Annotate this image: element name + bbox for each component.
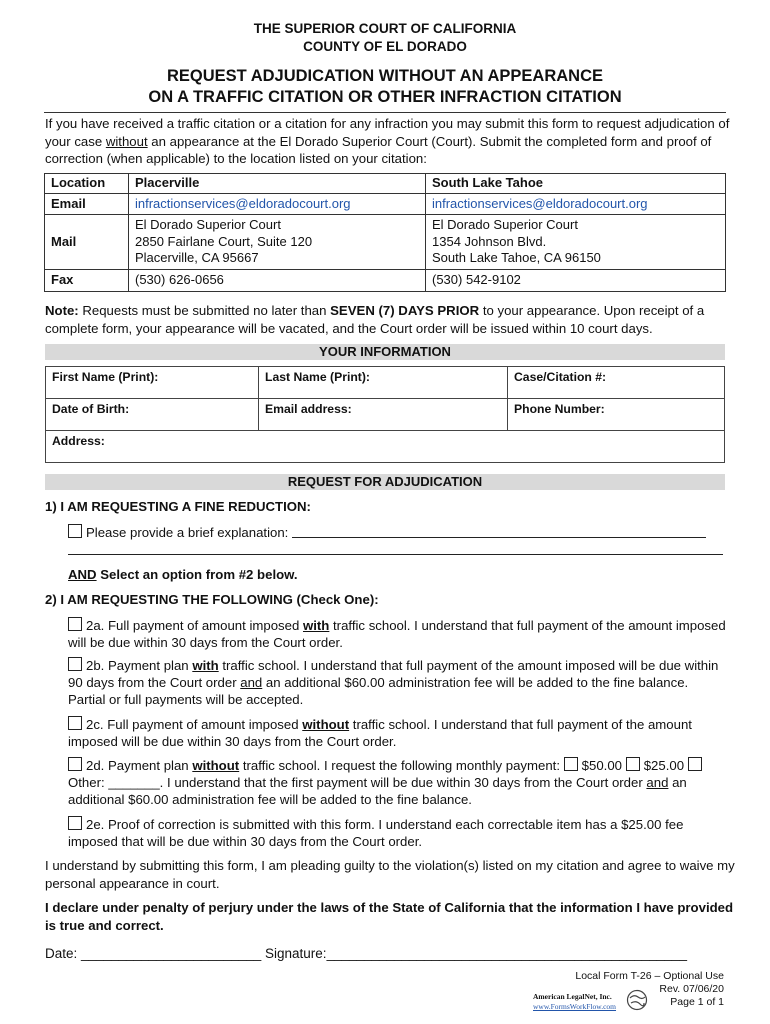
option-2d-text-1: 2d. Payment plan [86, 758, 193, 773]
placerville-email-link[interactable]: infractionservices@eldoradocourt.org [135, 195, 351, 211]
mail-label: Mail [45, 215, 129, 270]
note-label: Note: [45, 303, 79, 318]
signature-input[interactable]: ________________________________________________ [326, 946, 687, 961]
option-2b-text-3: an additional $60.00 administration fee will be added to the fine balance. Partial or full payments will be accepted. [68, 675, 689, 707]
form-title [0, 66, 770, 108]
explanation-input[interactable] [292, 525, 706, 538]
perjury-declaration: I declare under penalty of perjury under the laws of the State of California that the information I have provided is true and correct. [45, 900, 734, 933]
court-name: THE SUPERIOR COURT OF CALIFORNIA [253, 21, 517, 36]
court-heading [0, 20, 770, 56]
payment-25-label: $25.00 [643, 758, 685, 773]
fine-reduction-checkbox[interactable] [68, 524, 82, 538]
email-address-field[interactable] [259, 399, 508, 431]
case-citation-label: Case/Citation #: [514, 370, 607, 384]
option-2a-with: with [302, 618, 330, 633]
option-2a-checkbox[interactable] [68, 617, 82, 631]
your-information-heading: YOUR INFORMATION [45, 344, 725, 360]
explanation-label: Please provide a brief explanation: [86, 525, 289, 540]
option-2d-without: without [192, 758, 240, 773]
note-text-1: Requests must be submitted no later than [78, 303, 331, 318]
revision-date: Rev. 07/06/20 [659, 983, 724, 995]
explanation-line [68, 524, 706, 540]
request-heading: REQUEST FOR ADJUDICATION [45, 474, 725, 490]
placerville-fax: (530) 626-0656 [129, 270, 426, 292]
tahoe-address-line-1: El Dorado Superior Court [432, 217, 578, 233]
note-text-2: to your appearance. Upon receipt of a complete form, your appearance will be vacated, and the Court order will be issued within 10 court days. [45, 303, 705, 336]
payment-other-input[interactable]: _______ [108, 775, 160, 790]
option-2a-text-2: traffic school. I understand that full payment of the amount imposed will be due within 30 days from the Court order. [68, 618, 726, 650]
payment-other-label: Other: [68, 775, 105, 790]
option-2b-text-2: traffic school. I understand that full payment of the amount imposed will be due within 90 days from the Court order [68, 658, 719, 690]
intro-text-1: If you have received a traffic citation or a citation for any infraction you may submit this form to request adjudication of your case [45, 116, 730, 149]
logo-url[interactable]: www.FormsWorkFlow.com [533, 1002, 617, 1011]
option-2d-text-4: an additional $60.00 administration fee will be added to the fine balance. [68, 775, 687, 807]
fine-reduction-item: 1) I AM REQUESTING A FINE REDUCTION: [45, 499, 311, 514]
title-line-1: REQUEST ADJUDICATION WITHOUT AN APPEARANCE [166, 67, 604, 85]
placerville-address-line-3: Placerville, CA 95667 [135, 250, 259, 266]
placerville-address-line-1: El Dorado Superior Court [135, 217, 281, 233]
option-2c-checkbox[interactable] [68, 716, 82, 730]
tahoe-address [426, 215, 726, 270]
option-2b [68, 657, 728, 708]
title-line-2: ON A TRAFFIC CITATION OR OTHER INFRACTION CITATION [148, 88, 622, 106]
case-citation-field[interactable] [508, 367, 725, 399]
placerville-address-line-2: 2850 Fairlane Court, Suite 120 [135, 233, 313, 249]
intro-text-2: an appearance at the El Dorado Superior Court (Court). Submit the completed form and proof of correction (when applicable) to the location listed on your citation: [45, 133, 712, 166]
and-rest: Select an option from #2 below. [96, 567, 298, 582]
tahoe-address-line-2: 1354 Johnson Blvd. [432, 233, 547, 249]
address-field[interactable] [46, 431, 725, 463]
option-2d-checkbox[interactable] [68, 757, 82, 771]
option-2d-text-3: . I understand that the first payment will be due within 30 days from the Court order [159, 775, 647, 790]
placerville-address [129, 215, 426, 270]
option-2b-checkbox[interactable] [68, 657, 82, 671]
understand-statement: I understand by submitting this form, I am pleading guilty to the violation(s) listed on my citation and agree to waive my personal appearance in court. [45, 858, 735, 891]
location-label: Location [45, 174, 129, 194]
payment-other-checkbox[interactable] [688, 757, 702, 771]
option-2e-text: 2e. Proof of correction is submitted with this form. I understand each correctable item has a $25.00 fee imposed that will be due within 30 days from the Court order. [68, 817, 684, 849]
explanation-input-line-2[interactable] [68, 541, 723, 555]
and-word: AND [68, 567, 97, 582]
option-2e [68, 816, 728, 850]
option-2c-text-1: 2c. Full payment of amount imposed [86, 717, 303, 732]
note-paragraph [45, 302, 735, 337]
fax-label: Fax [45, 270, 129, 292]
tahoe-email-link[interactable]: infractionservices@eldoradocourt.org [432, 195, 648, 211]
placerville-name: Placerville [129, 174, 426, 194]
option-2b-text-1: 2b. Payment plan [86, 658, 193, 673]
last-name-field[interactable] [259, 367, 508, 399]
option-2b-and: and [240, 675, 263, 690]
legalnet-logo [533, 992, 616, 1012]
payment-25-checkbox[interactable] [626, 757, 640, 771]
address-label: Address: [52, 434, 105, 448]
date-input[interactable]: ________________________ [81, 946, 262, 961]
date-of-birth-field[interactable] [46, 399, 259, 431]
intro-paragraph [45, 115, 735, 168]
logo-company: American LegalNet, Inc. [533, 992, 612, 1001]
email-address-label: Email address: [265, 402, 352, 416]
option-2c-text-2: traffic school. I understand that full payment of the amount imposed will be due within 30 days from the Court order. [68, 717, 692, 749]
option-2d [68, 757, 728, 808]
email-label: Email [45, 194, 129, 215]
requesting-following-item: 2) I AM REQUESTING THE FOLLOWING (Check One): [45, 592, 379, 607]
signature-label: Signature: [265, 946, 327, 961]
and-option-note [68, 567, 298, 582]
phone-number-label: Phone Number: [514, 402, 605, 416]
fax-row [45, 270, 726, 292]
phone-number-field[interactable] [508, 399, 725, 431]
page-number: Page 1 of 1 [670, 996, 724, 1008]
globe-icon [626, 989, 648, 1011]
tahoe-fax: (530) 542-9102 [426, 270, 726, 292]
option-2d-text-2: traffic school. I request the following monthly payment: [239, 758, 564, 773]
date-of-birth-label: Date of Birth: [52, 402, 130, 416]
title-divider [44, 112, 726, 113]
last-name-label: Last Name (Print): [265, 370, 370, 384]
option-2e-checkbox[interactable] [68, 816, 82, 830]
payment-50-label: $50.00 [581, 758, 623, 773]
payment-50-checkbox[interactable] [564, 757, 578, 771]
option-2b-with: with [192, 658, 219, 673]
option-2a [68, 617, 728, 651]
form-number: Local Form T-26 – Optional Use [575, 970, 724, 982]
date-signature-line [45, 946, 687, 961]
option-2c [68, 716, 728, 750]
option-2a-text-1: 2a. Full payment of amount imposed [86, 618, 303, 633]
locations-table [44, 173, 726, 292]
option-2c-without: without [302, 717, 350, 732]
your-information-table [45, 366, 725, 463]
intro-underlined: without [105, 133, 148, 149]
date-label: Date: [45, 946, 78, 961]
email-row [45, 194, 726, 215]
first-name-field[interactable] [46, 367, 259, 399]
location-row [45, 174, 726, 194]
first-name-label: First Name (Print): [52, 370, 159, 384]
option-2d-and: and [646, 775, 669, 790]
tahoe-name: South Lake Tahoe [426, 174, 726, 194]
note-deadline: SEVEN (7) DAYS PRIOR [330, 303, 480, 318]
tahoe-address-line-3: South Lake Tahoe, CA 96150 [432, 250, 601, 266]
county-name: COUNTY OF EL DORADO [303, 39, 467, 54]
mail-row [45, 215, 726, 270]
